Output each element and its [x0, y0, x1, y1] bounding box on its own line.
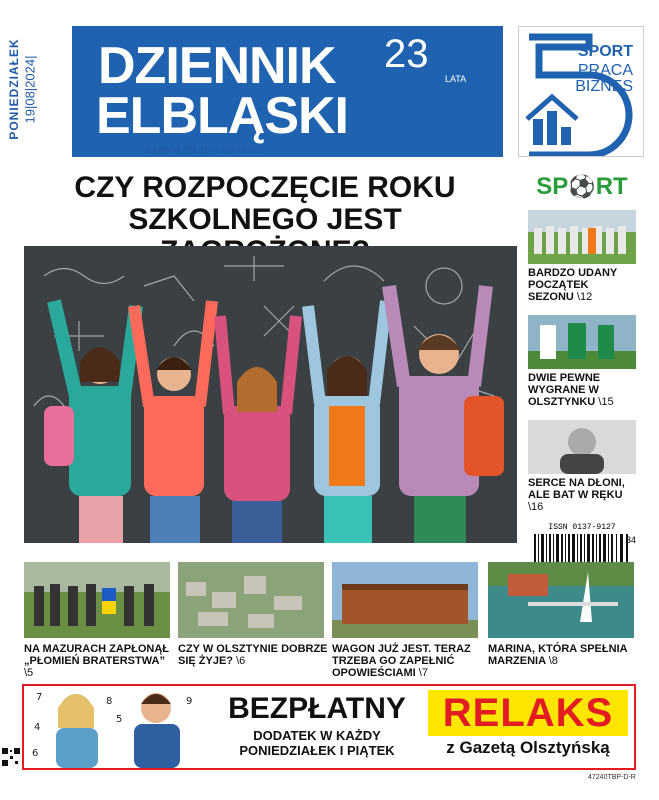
bottom-page: \5	[24, 667, 34, 679]
sport-label-end: RT	[595, 173, 628, 200]
sport-item[interactable]	[528, 315, 636, 408]
bottom-page: \7	[418, 667, 428, 679]
bottom-title: NA MAZURACH ZAPŁONĄŁ „PŁOMIEŃ BRATERSTWA”	[24, 643, 170, 667]
sport-item[interactable]	[528, 420, 636, 513]
football-team-photo	[528, 210, 636, 264]
issue-date-number: 19|08|2024|	[22, 55, 38, 124]
headline-line2: SZKOLNEGO JEST	[128, 203, 402, 236]
masthead	[8, 8, 651, 158]
supplement-praca-biznes	[575, 63, 633, 95]
svg-text:5: 5	[116, 714, 123, 725]
title-block	[72, 26, 503, 157]
bottom-caption-1	[24, 643, 174, 679]
title-line1: DZIENNIK	[98, 37, 336, 95]
sport-item[interactable]	[528, 210, 636, 303]
svg-text:9: 9	[186, 696, 193, 707]
bottom-caption-3	[332, 643, 482, 679]
supplements-box	[518, 26, 644, 157]
bottom-caption-4	[488, 643, 638, 667]
football-icon: ⚽	[568, 174, 596, 199]
supplement-praca: PRACA	[577, 62, 633, 79]
ad-people-image	[26, 686, 206, 768]
issue-day: PONIEDZIAŁEK	[7, 38, 21, 140]
issn: ISSN 0137-9127	[548, 523, 616, 532]
qr-code-icon	[2, 748, 20, 766]
relaks-logo: RELAKS	[428, 690, 628, 736]
svg-text:7: 7	[36, 692, 43, 703]
years-badge: 23	[384, 32, 429, 76]
children-chalkboard-image	[24, 246, 517, 543]
bottom-title: CZY W OLSZTYNIE DOBRZE SIĘ ŻYJE?	[178, 643, 328, 667]
ad-headline: BEZPŁATNY	[228, 692, 406, 725]
bottom-title: MARINA, KTÓRA SPEŁNIA MARZENIA	[488, 643, 628, 667]
ad-tagline: z Gazetą Olsztyńską	[446, 738, 610, 757]
price-vat: (w tym 8% VAT)	[210, 146, 267, 155]
bottom-page: \8	[548, 655, 558, 667]
sport-item-page: \16	[528, 501, 544, 513]
main-photo	[24, 246, 517, 543]
years-label: LATA	[445, 74, 467, 84]
price	[146, 144, 267, 156]
bottom-thumb-1[interactable]	[24, 562, 170, 638]
svg-text:8: 8	[106, 696, 113, 707]
marina-photo	[488, 562, 634, 638]
svg-text:4: 4	[34, 722, 41, 733]
railway-wagon-photo	[332, 562, 478, 638]
svg-text:6: 6	[32, 748, 39, 759]
sport-item-title: SERCE NA DŁONI, ALE BAT W RĘKU	[528, 477, 625, 501]
sport-header	[528, 172, 636, 202]
portrait-photo	[528, 420, 636, 474]
issue-date	[7, 24, 38, 156]
print-code: 47240TBP-D-R	[588, 774, 636, 781]
issue-number: 34	[625, 535, 636, 545]
bottom-thumb-3[interactable]	[332, 562, 478, 638]
bottom-thumb-4[interactable]	[488, 562, 634, 638]
supplement-sport: SPORT	[577, 43, 633, 60]
sport-item-page: \12	[576, 291, 593, 303]
bottom-thumb-2[interactable]	[178, 562, 324, 638]
sport-item-title: DWIE PEWNE WYGRANE W OLSZTYNKU	[528, 372, 601, 408]
headline-line1: CZY ROZPOCZĘCIE ROKU	[74, 171, 456, 204]
sport-label-start: SP	[536, 173, 569, 200]
bottom-title: WAGON JUŻ JEST. TERAZ TRZEBA GO ZAPEŁNIĆ OPOWIEŚCIAMI	[332, 643, 471, 679]
ad-subtext	[212, 728, 422, 758]
bottom-page: \6	[236, 655, 246, 667]
title-line2: ELBLĄSKI	[96, 87, 348, 145]
price-value: cena 4,99 zł	[146, 144, 208, 156]
sport-item-page: \15	[598, 396, 614, 408]
bottom-caption-2	[178, 643, 328, 667]
ad-sub2: PONIEDZIAŁEK I PIĄTEK	[239, 743, 395, 758]
supplement-biznes: BIZNES	[575, 78, 633, 95]
players-photo	[528, 315, 636, 369]
relaks-ad[interactable]	[22, 684, 636, 770]
sport-item-title: BARDZO UDANY POCZĄTEK SEZONU	[528, 267, 618, 303]
sport-column	[528, 172, 636, 585]
ceremony-photo	[24, 562, 170, 638]
city-aerial-photo	[178, 562, 324, 638]
ad-sub1: DODATEK W KAŻDY	[253, 728, 381, 743]
